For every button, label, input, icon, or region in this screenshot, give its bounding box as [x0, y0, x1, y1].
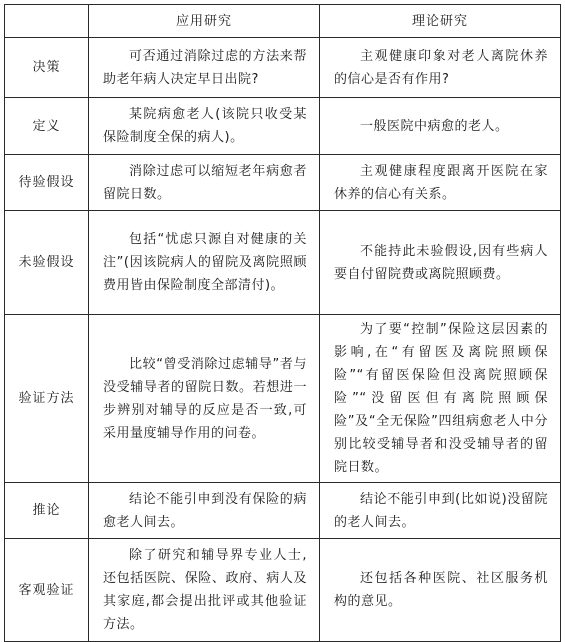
applied-cell: 比较“曾受消除过虑辅导”者与没受辅导者的留院日数。若想进一步辨别对辅导的反应是否一致,可采用量度辅导作用的问卷。 [89, 315, 320, 483]
theoretical-cell: 结论不能引申到(比如说)没留院的老人间去。 [320, 483, 561, 539]
comparison-table [4, 4, 561, 642]
applied-cell: 某院病愈老人(该院只收受某保险制度全保的病人)。 [89, 98, 320, 155]
row-label: 推论 [5, 483, 89, 539]
table-row [5, 211, 561, 315]
theoretical-cell: 还包括各种医院、社区服务机构的意见。 [320, 539, 561, 642]
row-label: 定义 [5, 98, 89, 155]
row-label: 未验假设 [5, 211, 89, 315]
theoretical-cell: 主观健康印象对老人离院休养的信心是否有作用? [320, 38, 561, 98]
row-label: 验证方法 [5, 315, 89, 483]
applied-cell: 包括“忧虑只源自对健康的关注”(因该院病人的留院及离院照顾费用皆由保险制度全部清付)。 [89, 211, 320, 315]
applied-cell: 可否通过消除过虑的方法来帮助老年病人决定早日出院? [89, 38, 320, 98]
table-row [5, 483, 561, 539]
applied-cell: 消除过虑可以缩短老年病愈者留院日数。 [89, 155, 320, 211]
header-blank-cell [5, 5, 89, 38]
row-label: 客观验证 [5, 539, 89, 642]
table-row [5, 38, 561, 98]
row-label: 决策 [5, 38, 89, 98]
header-applied-research: 应用研究 [89, 5, 320, 38]
header-theoretical-research: 理论研究 [320, 5, 561, 38]
table-row [5, 315, 561, 483]
theoretical-cell: 为了要“控制”保险这层因素的影响,在“有留医及离院照顾保险”“有留医保险但没离院照顾保险”“没留医但有离院照顾保险”及“全无保险”四组病愈老人中分别比较受辅导者和没受辅导者的留院日数。 [320, 315, 561, 483]
applied-cell: 除了研究和辅导界专业人士,还包括医院、保险、政府、病人及其家庭,都会提出批评或其他验证方法。 [89, 539, 320, 642]
applied-cell: 结论不能引申到没有保险的病愈老人间去。 [89, 483, 320, 539]
table-row [5, 98, 561, 155]
theoretical-cell: 主观健康程度跟离开医院在家休养的信心有关系。 [320, 155, 561, 211]
row-label: 待验假设 [5, 155, 89, 211]
theoretical-cell: 不能持此未验假设,因有些病人要自付留院费或离院照顾费。 [320, 211, 561, 315]
theoretical-cell: 一般医院中病愈的老人。 [320, 98, 561, 155]
table-row [5, 155, 561, 211]
table-row [5, 539, 561, 642]
table-header-row [5, 5, 561, 38]
